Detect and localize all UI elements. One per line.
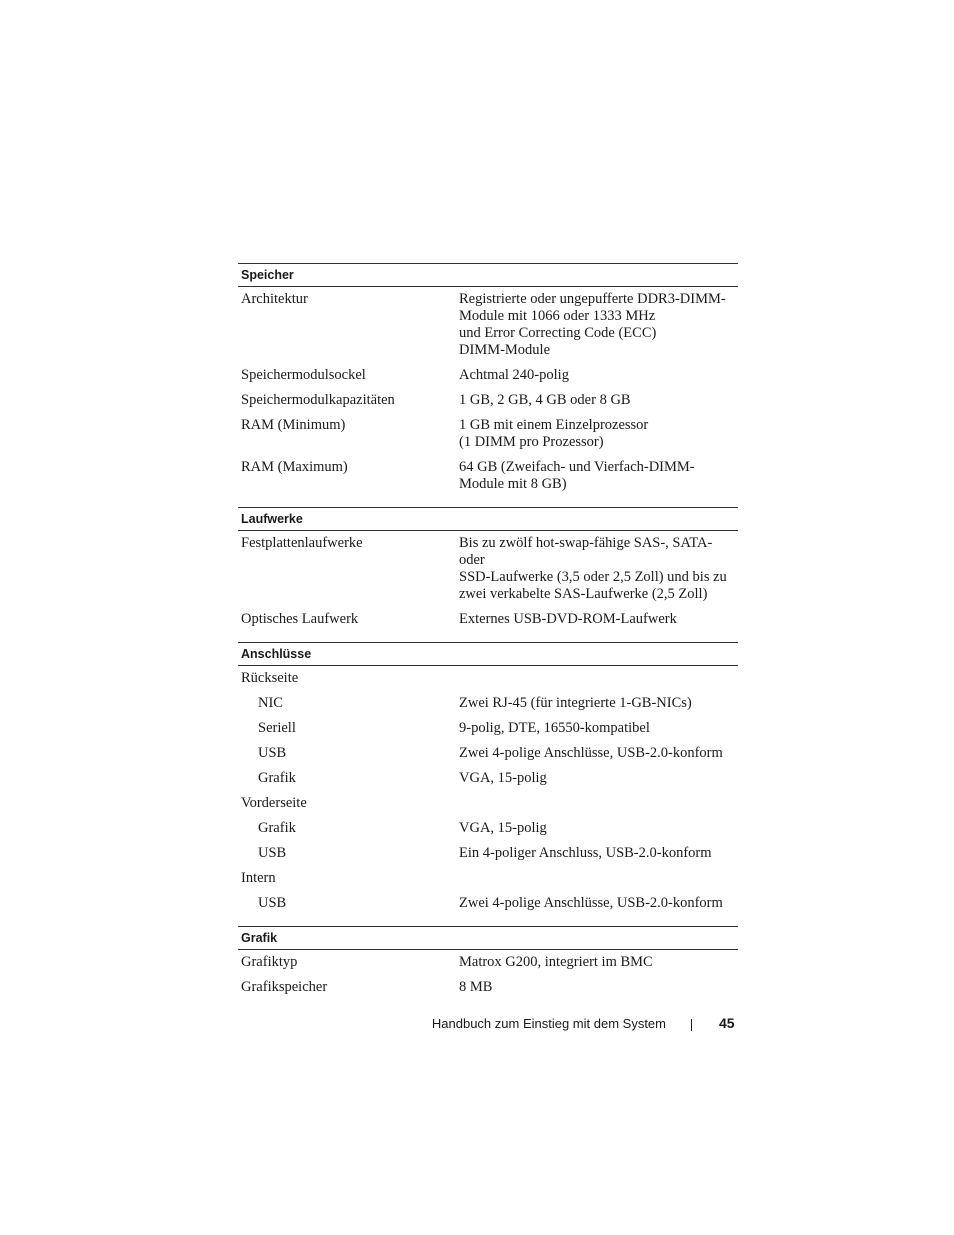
- spec-value: Ein 4-poliger Anschluss, USB-2.0-konform: [459, 845, 712, 861]
- spec-label: RAM (Minimum): [241, 417, 346, 433]
- spec-value: 64 GB (Zweifach- und Vierfach-DIMM- Module mit 8 GB): [459, 459, 695, 492]
- spec-row: [238, 845, 738, 862]
- spec-value: 1 GB, 2 GB, 4 GB oder 8 GB: [459, 392, 631, 408]
- spec-value: Bis zu zwölf hot-swap-fähige SAS-, SATA- oder SSD-Laufwerke (3,5 oder 2,5 Zoll) und bis zu zwei verkabelte SAS-Laufwerke (2,5 Zoll): [459, 535, 727, 602]
- spec-group-row: [238, 670, 738, 687]
- spec-group-label: Rückseite: [241, 670, 299, 686]
- section-grafik: [238, 926, 738, 996]
- spec-label: Speichermodulsockel: [241, 367, 366, 383]
- spec-label: USB: [258, 745, 287, 761]
- spec-row: [238, 979, 738, 996]
- spec-label: Grafiktyp: [241, 954, 298, 970]
- spec-value: [459, 670, 738, 687]
- page-number: 45: [719, 1015, 735, 1031]
- spec-value: Zwei 4-polige Anschlüsse, USB-2.0-konform: [459, 895, 723, 911]
- spec-label: NIC: [258, 695, 283, 711]
- spec-value: Externes USB-DVD-ROM-Laufwerk: [459, 611, 677, 627]
- spec-row: [238, 820, 738, 837]
- spec-value: VGA, 15-polig: [459, 820, 547, 836]
- spec-value: [459, 870, 738, 887]
- spec-value: Registrierte oder ungepufferte DDR3-DIMM- Module mit 1066 oder 1333 MHz und Error Correcting Code (ECC) DIMM-Module: [459, 291, 726, 358]
- section-header: Anschlüsse: [238, 642, 738, 666]
- spec-row: [238, 720, 738, 737]
- section-laufwerke: [238, 507, 738, 628]
- spec-group-label: Intern: [241, 870, 276, 886]
- spec-value: Zwei RJ-45 (für integrierte 1-GB-NICs): [459, 695, 692, 711]
- spec-row: [238, 695, 738, 712]
- spec-value: 1 GB mit einem Einzelprozessor (1 DIMM pro Prozessor): [459, 417, 649, 450]
- spec-label: Grafikspeicher: [241, 979, 328, 995]
- section-header: Grafik: [238, 926, 738, 950]
- spec-row: [238, 417, 738, 451]
- spec-group-label: Vorderseite: [241, 795, 307, 811]
- spec-row: [238, 291, 738, 359]
- spec-value: Matrox G200, integriert im BMC: [459, 954, 653, 970]
- spec-row: [238, 954, 738, 971]
- spec-label: USB: [258, 895, 287, 911]
- footer-separator: [691, 1019, 692, 1031]
- spec-value: VGA, 15-polig: [459, 770, 547, 786]
- spec-label: Architektur: [241, 291, 308, 307]
- spec-row: [238, 367, 738, 384]
- spec-row: [238, 895, 738, 912]
- spec-group-row: [238, 795, 738, 812]
- section-anschluesse: [238, 642, 738, 912]
- spec-value: Zwei 4-polige Anschlüsse, USB-2.0-konform: [459, 745, 723, 761]
- spec-label: USB: [258, 845, 287, 861]
- spec-label: Festplattenlaufwerke: [241, 535, 363, 551]
- section-speicher: [238, 263, 738, 493]
- footer-title: Handbuch zum Einstieg mit dem System: [431, 1016, 666, 1031]
- spec-label: Seriell: [258, 720, 296, 736]
- spec-value: 8 MB: [459, 979, 493, 995]
- spec-label: Grafik: [258, 770, 296, 786]
- page-footer: [0, 1015, 954, 1035]
- spec-row: [238, 392, 738, 409]
- spec-group-row: [238, 870, 738, 887]
- spec-row: [238, 535, 738, 603]
- spec-value: Achtmal 240-polig: [459, 367, 569, 383]
- spec-label: Speichermodulkapazitäten: [241, 392, 395, 408]
- spec-label: RAM (Maximum): [241, 459, 348, 475]
- spec-row: [238, 611, 738, 628]
- spec-row: [238, 770, 738, 787]
- spec-table: [238, 263, 738, 996]
- section-header: Speicher: [238, 263, 738, 287]
- spec-row: [238, 745, 738, 762]
- spec-row: [238, 459, 738, 493]
- spec-value: [459, 795, 738, 812]
- spec-value: 9-polig, DTE, 16550-kompatibel: [459, 720, 650, 736]
- spec-label: Grafik: [258, 820, 296, 836]
- section-header: Laufwerke: [238, 507, 738, 531]
- spec-label: Optisches Laufwerk: [241, 611, 359, 627]
